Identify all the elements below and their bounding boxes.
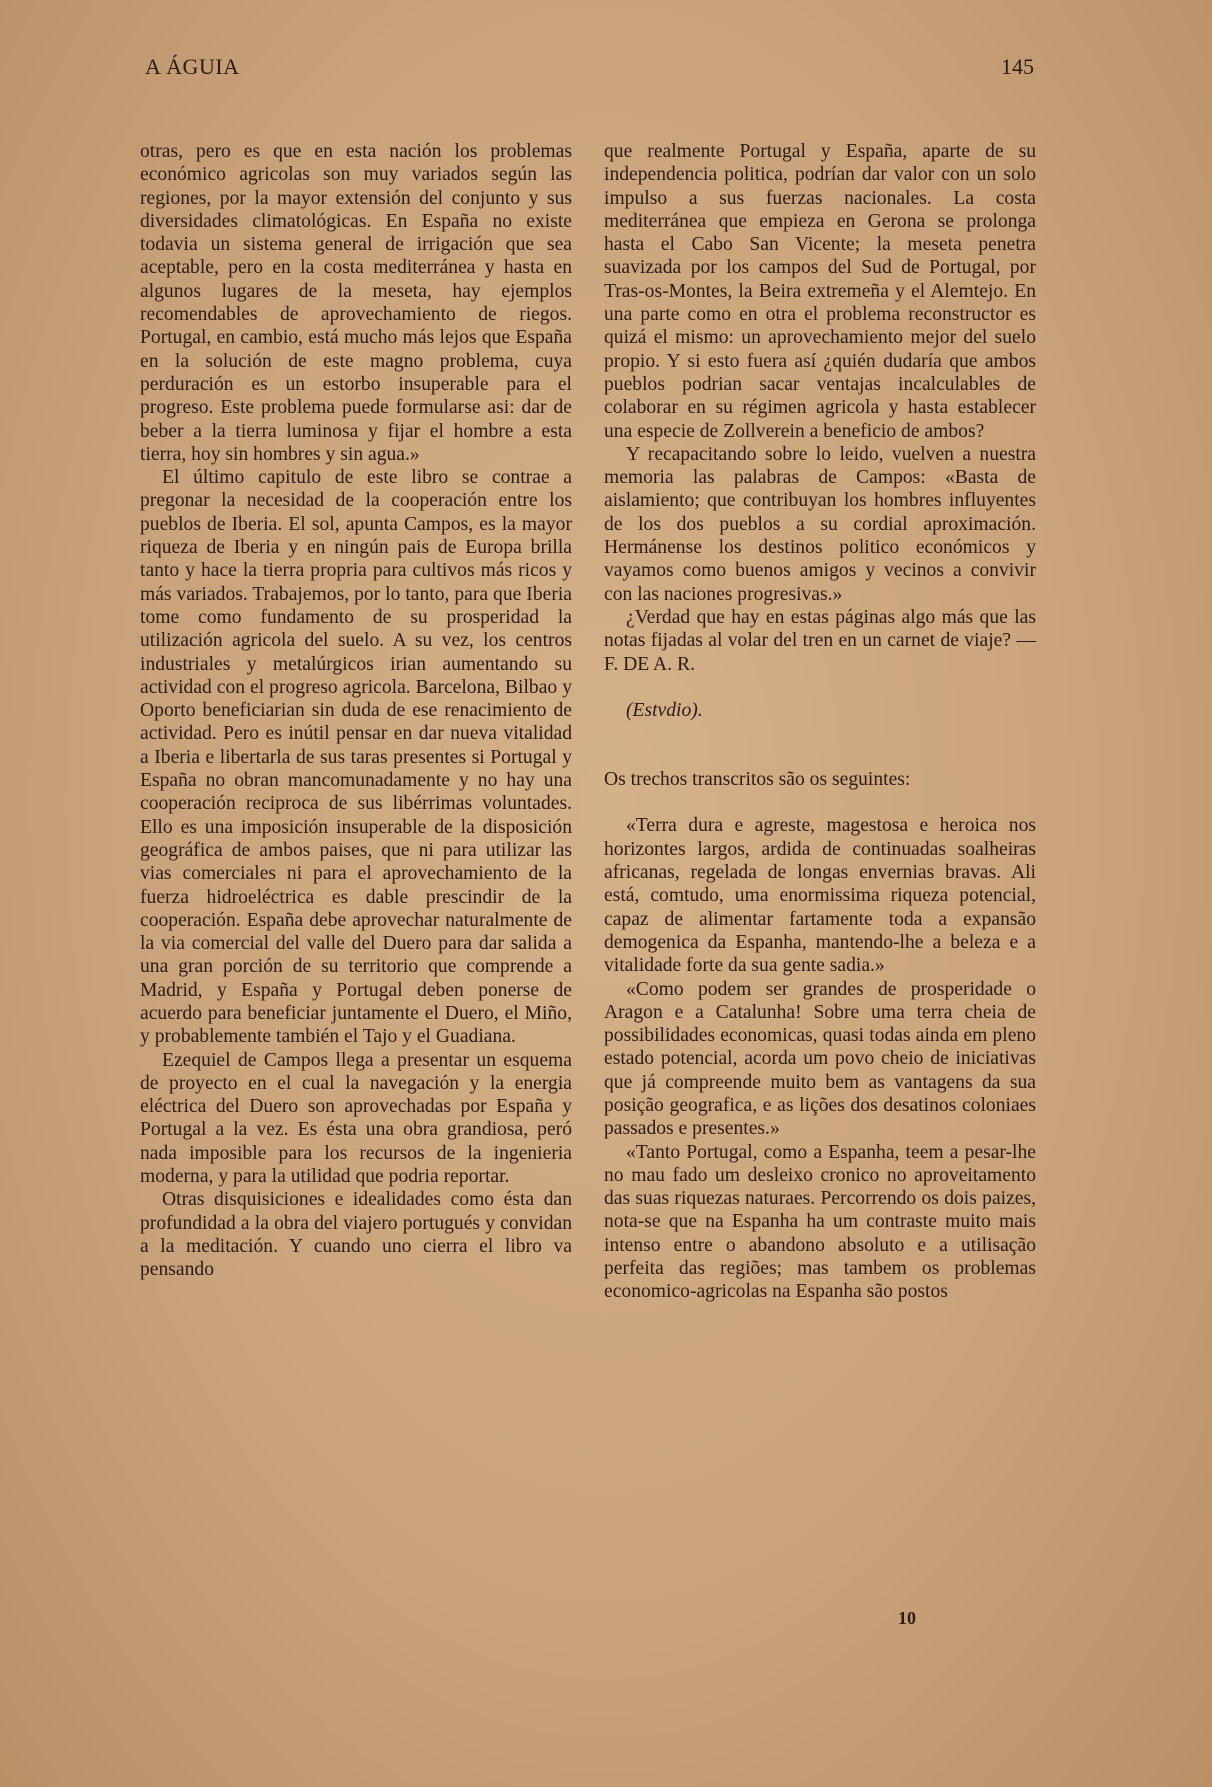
quotation: «Como podem ser grandes de prosperidade o Aragon e a Catalunha! Sobre uma terra cheia de possibilidades economicas, quasi todas ainda em pleno estado potencial, acorda um povo cheio de iniciativas que já compreende muito bem as vantagens da sua posição geografica, e as lições dos desatinos coloniaes passados e presentes.» bbox=[604, 978, 1036, 1140]
page-number: 145 bbox=[1001, 54, 1034, 79]
paragraph: El último capitulo de este libro se contrae a pregonar la necesidad de la cooperación entre los pueblos de Iberia. El sol, apunta Campos, es la mayor riqueza de Iberia y en ningún pais de Europa brilla tanto y hace la tierra propria para cultivos más ricos y más variados. Trabajemos, por lo tanto, para que Iberia tome como fundamento de su prosperidad la utilización agricola del suelo. A su vez, los centros industriales y metalúrgicos irian aumentando su actividad con el progreso agricola. Barcelona, Bilbao y Oporto beneficiarian sin duda de ese renacimiento de actividad. Pero es inútil pensar en dar nueva vitalidad a Iberia e libertarla de sus taras presentes si Portugal y España no obran mancomunadamente y no hay una cooperación reciproca de sus libérrimas voluntades. Ello es una imposición insuperable de la disposición geográfica de ambos paises, que ni para utilizar las vias comerciales ni para el aprovechamiento de la fuerza hidroeléctrica es dable prescindir de la cooperación. España debe aprovechar naturalmente de la via comercial del valle del Duero para dar salida a una gran porción de su territorio que comprende a Madrid, y España y Portugal deben ponerse de acuerdo para beneficiar juntamente el Duero, el Miño, y probablemente también el Tajo y el Guadiana. bbox=[140, 467, 572, 1048]
journal-title: A ÁGUIA bbox=[145, 54, 240, 79]
paragraph: que realmente Portugal y España, aparte de su independencia politica, podrían dar valor con un solo impulso a sus fuerzas nacionales. La costa mediterránea que empieza en Gerona se prolonga hasta el Cabo San Vicente; la meseta penetra suavizada por los campos del Sud de Portugal, por Tras-os-Montes, la Beira extremeña y el Alemtejo. En una parte como en otra el problema reconstructor es quizá el mismo: un aprovechamiento mejor del suelo propio. Y si esto fuera así ¿quién dudaría que ambos pueblos podrian sacar ventajas incalculables de colaborar en su régimen agricola y hasta establecer una especie de Zollverein a beneficio de ambos? bbox=[604, 141, 1036, 442]
paragraph: ¿Verdad que hay en estas páginas algo más que las notas fijadas al volar del tren en un carnet de viaje? — F. DE A. R. bbox=[604, 606, 1036, 675]
quotation: «Terra dura e agreste, magestosa e heroica nos horizontes largos, ardida de continuadas soalheiras africanas, regelada de longas envernias bravas. Ali está, comtudo, uma enormissima riqueza potencial, capaz de alimentar fartamente toda a expansão demogenica da Espanha, mantendo-lhe a beleza e a vitalidade forte da sua gente sadia.» bbox=[604, 815, 1036, 977]
section-heading: Os trechos transcritos são os seguintes: bbox=[604, 769, 911, 791]
paragraph: Y recapacitando sobre lo leido, vuelven a nuestra memoria las palabras de Campos: «Basta de aislamiento; que contribuyan los hombres influyentes de los dos pueblos a su cordial aproximación. Hermánense los destinos politico económicos y vayamos como buenos amigos y vecinos a convivir con las naciones progresivas.» bbox=[604, 443, 1036, 605]
paragraph: Otras disquisiciones e idealidades como ésta dan profundidad a la obra del viajero portugués y convidan a la meditación. Y cuando uno cierra el libro va pensando bbox=[140, 1189, 572, 1281]
source-citation: (Estvdio). bbox=[626, 699, 703, 721]
right-column bbox=[604, 140, 1036, 1304]
paragraph: Ezequiel de Campos llega a presentar un esquema de proyecto en el cual la navegación y la energia eléctrica del Duero son aprovechadas por España y Portugal a la vez. Es ésta una obra grandiosa, peró nada imposible para los recursos de la ingenieria moderna, y para la utilidad que podria reportar. bbox=[140, 1049, 572, 1188]
paragraph: otras, pero es que en esta nación los problemas económico agricolas son muy variados según las regiones, por la mayor extensión del conjunto y sus diversidades climatológicas. En España no existe todavia un sistema general de irrigación que sea aceptable, pero en la costa mediterránea y hasta en algunos lugares de la meseta, hay ejemplos recomendables de aprovechamiento de riegos. Portugal, en cambio, está mucho más lejos que España en la solución de este magno problema, cuya perduración es un estorbo insuperable para el progreso. Este problema puede formularse asi: dar de beber a la tierra luminosa y fijar el hombre a esta tierra, hoy sin hombres y sin agua.» bbox=[140, 141, 572, 465]
page-header bbox=[145, 54, 1034, 90]
signature-mark: 10 bbox=[898, 1608, 916, 1628]
left-column bbox=[140, 140, 572, 1282]
quotation: «Tanto Portugal, como a Espanha, teem a pesar-lhe no mau fado um desleixo cronico no aproveitamento das suas riquezas naturaes. Percorrendo os dois paizes, nota-se que na Espanha ha um contraste muito mais intenso entre o abandono absoluto e a utilisação perfeita das regiões; mas tambem os problemas economico-agricolas na Espanha são postos bbox=[604, 1141, 1036, 1303]
